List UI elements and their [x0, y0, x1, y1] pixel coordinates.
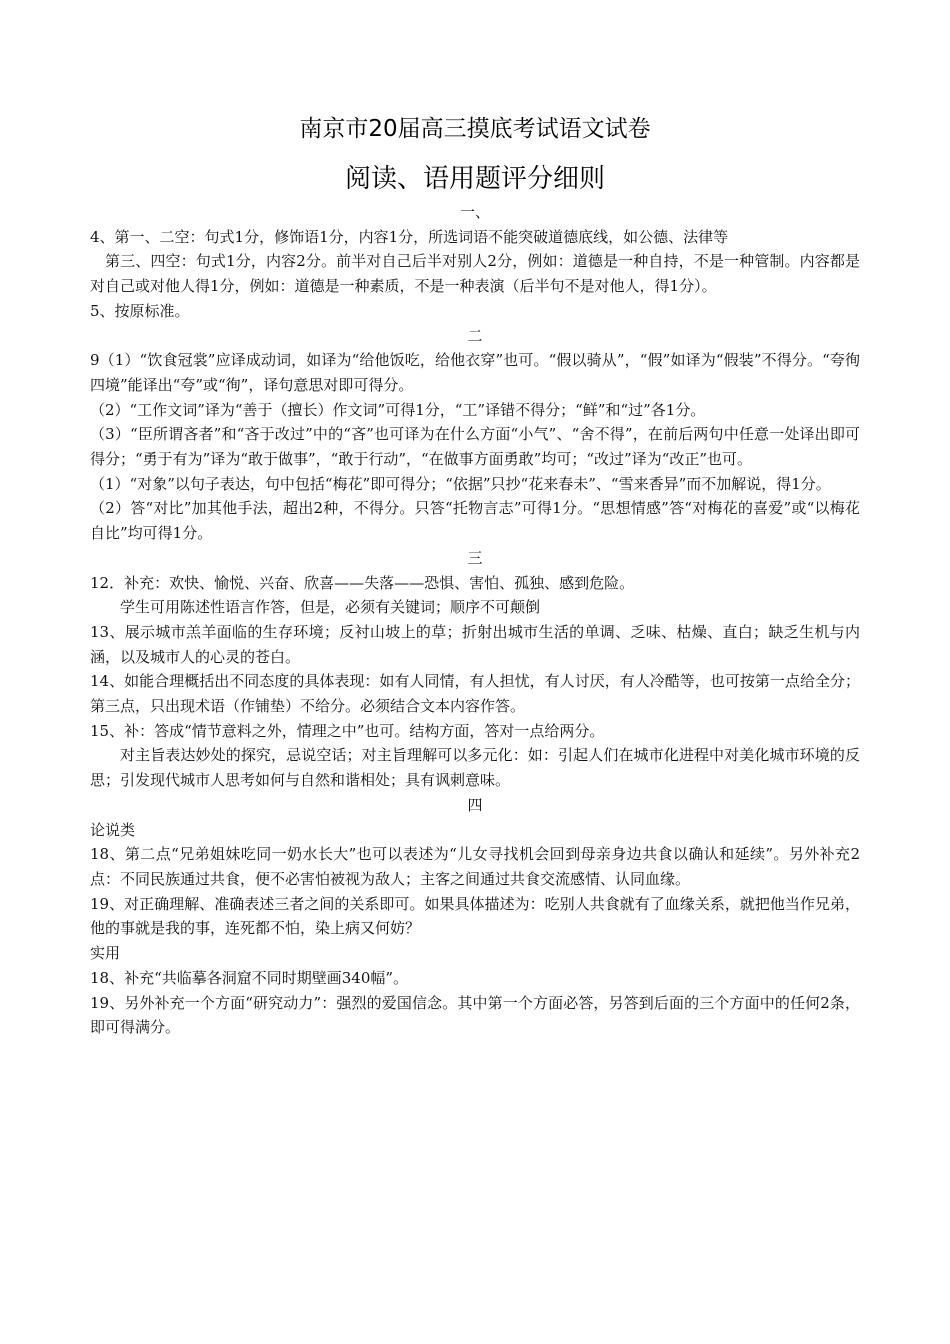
item-q19-shiyong: 19、另外补充一个方面“研究动力”：强烈的爱国信念。其中第一个方面必答，另答到后面的三个方面中的任何2条，即可得满分。 — [90, 993, 860, 1037]
item-q14: 14、如能合理概括出不同态度的具体表现：如有人同情，有人担忧，有人讨厌，有人冷酷等，也可按第一点给全分；第三点，只出现术语（作铺垫）不给分。必须结合文本内容作答。 — [90, 672, 860, 716]
item-q9-2: （2）“工作文词”译为“善于（擅长）作文词”可得1分，“工”译错不得分；“鲜”和“过”各1分。 — [90, 400, 706, 419]
item-q12-part1: 12．补充：欢快、愉悦、兴奋、欣喜——失落——恐惧、害怕、孤独、感到危险。 — [90, 573, 635, 592]
item-q12-part2: 学生可用陈述性语言作答，但是，必须有关键词；顺序不可颠倒 — [120, 598, 541, 617]
section-heading-4: 四 — [467, 795, 483, 814]
item-q4-part1: 4、第一、二空：句式1分，修饰语1分，内容1分，所选词语不能突破道德底线，如公德、法律等 — [90, 227, 729, 246]
section-heading-3: 三 — [467, 548, 483, 567]
item-q15-part2: 对主旨表达妙处的探究，忌说空话；对主旨理解可以多元化：如：引起人们在城市化进程中对美化城市环境的反思；引发现代城市人思考如何与自然和谐相处；具有讽刺意味。 — [90, 746, 860, 790]
subheading-lunshuo: 论说类 — [90, 820, 136, 839]
item-q9-3: （3）“臣所谓吝者”和“吝于改过”中的“吝”也可译为在什么方面“小气”、“舍不得”，在前后两句中任意一处译出即可得分；“勇于有为”译为“敢于做事”，“敢于行动”，“在做事方面勇敢”均可；“改过”译为“改正”也可。 — [90, 425, 860, 469]
subheading-shiyong: 实用 — [90, 944, 121, 963]
section-heading-1: 一、 — [459, 203, 490, 221]
item-q10-2: （2）答“对比”加其他手法，超出2种，不得分。只答“托物言志”可得1分。“思想情感”答“对梅花的喜爱”或“以梅花自比”均可得1分。 — [90, 499, 860, 543]
item-q10-1: （1）“对象”以句子表达，句中包括“梅花”即可得分；“依据”只抄“花来春未”、“雪来香异”而不加解说，得1分。 — [90, 474, 831, 493]
item-q15-part1: 15、补：答成“情节意料之外，情理之中”也可。结构方面，答对一点给两分。 — [90, 721, 605, 740]
document-body — [90, 200, 860, 1040]
item-q13: 13、展示城市羔羊面临的生存环境；反衬山坡上的草；折射出城市生活的单调、乏味、枯燥、直白；缺乏生机与内涵，以及城市人的心灵的苍白。 — [90, 622, 860, 666]
section-heading-2: 二 — [467, 326, 483, 345]
item-q4-part2: 第三、四空：句式1分，内容2分。前半对自己后半对别人2分，例如：道德是一种自持，不是一种管制。内容都是对自己或对他人得1分，例如：道德是一种素质，不是一种表演（后半句不是对他人，得1分）。 — [90, 252, 860, 296]
item-q5: 5、按原标准。 — [90, 301, 190, 320]
document-subtitle: 阅读、语用题评分细则 — [344, 164, 605, 194]
item-q18-lunshuo: 18、第二点“兄弟姐妹吃同一奶水长大”也可以表述为“儿女寻找机会回到母亲身边共食以确认和延续”。另外补充2点：不同民族通过共食，便不必害怕被视为敌人；主客之间通过共食交流感情、认同血缘。 — [90, 845, 860, 888]
item-q18-shiyong: 18、补充“共临摹各洞窟不同时期壁画340幅”。 — [90, 968, 409, 987]
document-title: 南京市20届高三摸底考试语文试卷 — [299, 116, 651, 142]
item-q9-1: 9（1）“饮食冠裳”应译成动词，如译为“给他饭吃，给他衣穿”也可。“假以骑从”，“假”如译为“假装”不得分。“夸徇四境”能译出“夸”或“徇”，译句意思对即可得分。 — [90, 351, 860, 394]
item-q19-lunshuo: 19、对正确理解、准确表述三者之间的关系即可。如果具体描述为：吃别人共食就有了血缘关系，就把他当作兄弟，他的事就是我的事，连死都不怕，染上病又何妨？ — [90, 894, 860, 938]
